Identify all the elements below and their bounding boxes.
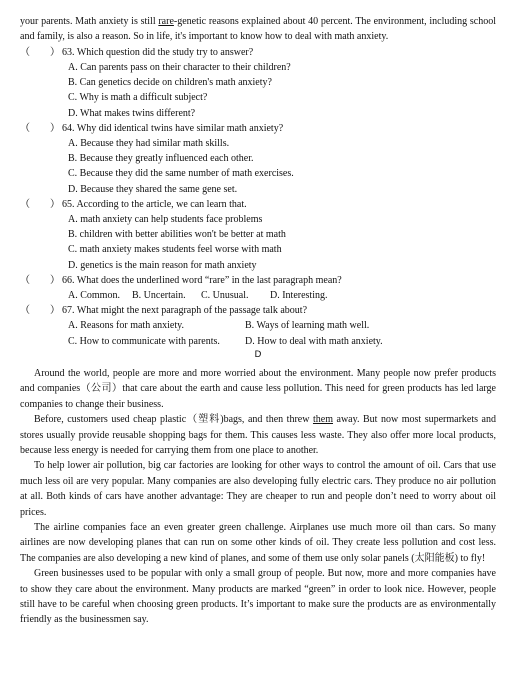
article-paragraph-3: To help lower air pollution, big car factories are looking for other ways to control the amount of oil. Cars that use much less oil are very popular. Many companies are also developing fully electric cars. They produce no air pollution at all. Both kinds of cars have another advantage: They are cheaper to run and people don’t need to worry about oil prices. <box>20 460 496 518</box>
option-b: B. Ways of learning math well. <box>245 320 370 332</box>
paragraph-text: Before, customers used cheap plastic（塑料)bags, and then threw <box>34 414 313 426</box>
options-row <box>20 318 496 333</box>
question-stem: 64. Why did identical twins have similar math anxiety? <box>62 122 284 134</box>
article-d <box>20 366 496 628</box>
option-a: A. Common. <box>68 290 120 302</box>
question-66 <box>20 273 496 303</box>
paragraph-text: away. But now most supermarkets and stores usually provide reusable shopping bags for them. This causes less waste. They also offer more local products, because less energy is needed for carrying them from one place to another. <box>20 414 496 456</box>
option-d: D. What makes twins different? <box>68 107 196 119</box>
option-c: C. How to communicate with parents. <box>68 335 220 347</box>
question-64 <box>20 121 496 197</box>
option-d: D. Interesting. <box>270 290 328 302</box>
option-b: B. Can genetics decide on children's math anxiety? <box>68 77 272 89</box>
option-c: C. Why is math a difficult subject? <box>68 92 208 104</box>
option-a: A. Reasons for math anxiety. <box>68 320 184 332</box>
options-row <box>20 334 496 349</box>
article-paragraph-4: The airline companies face an even greater green challenge. Airplanes use much more oil than cars. So many airlines are now developing planes that can run on some other kinds of oil. They create less pollution and cost less. The companies are also developing a new kind of planes, and some of them use only solar panels (太阳能板) to fly! <box>20 521 496 564</box>
question-63 <box>20 45 496 121</box>
question-stem: 63. Which question did the study try to answer? <box>62 46 254 58</box>
question-67 <box>20 303 496 349</box>
answer-blank[interactable]: （ ） <box>20 46 60 58</box>
option-c: C. Because they did the same number of math exercises. <box>68 168 294 180</box>
article-paragraph-1: Around the world, people are more and more worried about the environment. Many people now prefer products and companies（公司）that care about the earth and cause less pollution. This need for green products has led large companies to change their business. <box>20 367 496 410</box>
underlined-word-them: them <box>312 414 333 426</box>
option-c: C. Unusual. <box>201 290 249 302</box>
question-stem: 67. What might the next paragraph of the passage talk about? <box>62 305 308 317</box>
article-paragraph-2 <box>20 412 496 458</box>
section-mark: D <box>254 349 262 360</box>
answer-blank[interactable]: （ ） <box>20 274 60 286</box>
intro-paragraph <box>20 14 496 45</box>
document-page <box>20 14 496 628</box>
option-a: A. Can parents pass on their character to their children? <box>68 62 291 74</box>
underlined-word-rare: rare <box>158 16 174 27</box>
option-d: D. How to deal with math anxiety. <box>245 335 383 347</box>
answer-blank[interactable]: （ ） <box>20 305 60 317</box>
option-b: B. Because they greatly influenced each other. <box>68 153 254 165</box>
answer-blank[interactable]: （ ） <box>20 122 60 134</box>
option-a: A. Because they had similar math skills. <box>68 138 230 150</box>
answer-blank[interactable]: （ ） <box>20 198 60 210</box>
question-65 <box>20 197 496 273</box>
options-row <box>20 288 496 303</box>
option-d: D. genetics is the main reason for math anxiety <box>68 259 257 271</box>
option-a: A. math anxiety can help students face problems <box>68 214 263 226</box>
option-d: D. Because they shared the same gene set. <box>68 183 238 195</box>
option-c: C. math anxiety makes students feel worse with math <box>68 244 282 256</box>
article-paragraph-5: Green businesses used to be popular with only a small group of people. But now, more and more companies have to show they care about the environment. Many products are marked “green” in order to look nice. However, people still have to be careful when choosing green products. It’s important to make sure the products are as environmentally friendly as the businessmen say. <box>20 568 496 626</box>
option-b: B. children with better abilities won't be better at math <box>68 229 286 241</box>
question-stem: 66. What does the underlined word “rare” in the last paragraph mean? <box>62 274 342 286</box>
intro-text-end: -genetic reasons explained about 40 percent. The environment, including school and family, is also a reason. So in life, it's important to know how to deal with math anxiety. <box>20 16 496 43</box>
intro-text-start: your parents. Math anxiety is still <box>20 16 159 27</box>
option-b: B. Uncertain. <box>132 290 186 302</box>
question-stem: 65. According to the article, we can learn that. <box>62 198 247 210</box>
